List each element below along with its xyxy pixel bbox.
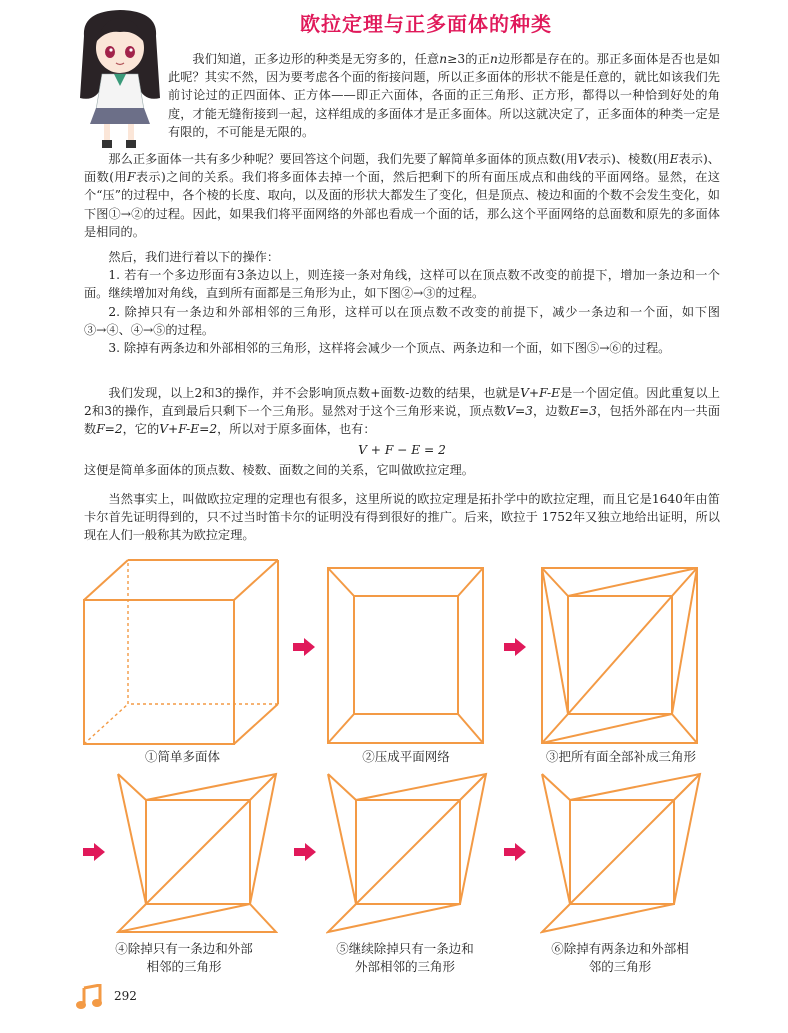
arrow-right-icon xyxy=(503,842,527,862)
music-note-icon xyxy=(76,984,104,1010)
figure-continue-remove-triangles xyxy=(326,772,488,934)
page-title: 欧拉定理与正多面体的种类 xyxy=(300,12,552,36)
figure-remove-one-edge-triangles xyxy=(116,772,278,934)
operations-intro: 然后，我们进行着以下的操作： xyxy=(108,250,280,264)
arrow-right-icon xyxy=(503,637,527,657)
euler-derivation-paragraph: 我们发现，以上2和3的操作，并不会影响顶点数+面数-边数的结果，也就是V+F-E是一个固定值。因此重复以上2和3的操作，直到最后只剩下一个三角形。显然对于这个三角形来说，顶点数V=3，边数E=3，包括外部在内一共面数F=2，它的V+F-E=2，所以对于原多面体，也有： V + F − E = 2 这便是简单多面体的顶点数、棱数、面数之间的关系，它叫做欧拉定理。 xyxy=(84,384,720,479)
caption-4: ④除掉只有一条边和外部 相邻的三角形 xyxy=(115,941,253,974)
arrow-right-icon xyxy=(82,842,106,862)
relation-paragraph: 那么正多面体一共有多少种呢？要回答这个问题，我们先要了解简单多面体的顶点数(用V表示)、棱数(用E表示)、面数(用F表示)之间的关系。我们将多面体去掉一个面，然后把剩下的所有面压成点和曲线的平面网络。显然，在这个“压”的过程中，各个棱的长度、取向，以及面的形状大都发生了变化，但是顶点、棱边和面的个数不会发生变化，如下图①→②的过程。因此，如果我们将平面网络的外部也看成一个面的话，那么这个平面网络的总面数和原先的多面体是相同的。 xyxy=(84,152,720,239)
euler-conclusion: 这便是简单多面体的顶点数、棱数、面数之间的关系，它叫做欧拉定理。 xyxy=(84,462,474,477)
figure-remove-two-edge-triangles xyxy=(540,772,702,934)
page-number: 292 xyxy=(114,989,137,1003)
mascot-girl-illustration xyxy=(64,6,176,154)
operation-step-1: 1. 若有一个多边形面有3条边以上，则连接一条对角线，这样可以在顶点数不改变的前提下，增加一条边和一个面。继续增加对角线，直到所有面都是三角形为止，如下图②→③的过程。 xyxy=(84,268,720,301)
arrow-right-icon xyxy=(292,637,316,657)
arrow-right-icon xyxy=(293,842,317,862)
figure-planar-network xyxy=(326,566,486,746)
operation-step-2: 2. 除掉只有一条边和外部相邻的三角形，这样可以在顶点数不改变的前提下，减少一条边和一个面，如下图③→④、④→⑤的过程。 xyxy=(84,304,720,337)
euler-formula: V + F − E = 2 xyxy=(358,442,446,457)
caption-3: ③把所有面全部补成三角形 xyxy=(545,749,696,764)
operation-step-3: 3. 除掉有两条边和外部相邻的三角形，这样将会减少一个顶点、两条边和一个面，如下图⑤→⑥的过程。 xyxy=(108,341,671,356)
figure-triangulated-network xyxy=(540,566,700,746)
caption-6: ⑥除掉有两条边和外部相 邻的三角形 xyxy=(551,941,689,974)
caption-1: ①简单多面体 xyxy=(144,749,220,764)
caption-5: ⑤继续除掉只有一条边和 外部相邻的三角形 xyxy=(336,941,474,974)
operations-paragraph xyxy=(84,248,720,357)
intro-paragraph: 我们知道，正多边形的种类是无穷多的，任意n≥3的正n边形都是存在的。那正多面体是否也是如此呢？其实不然，因为要考虑各个面的衔接问题，所以正多面体的形状不能是任意的，就比如该我们先前讨论过的正四面体、正方体——即正六面体，各面的正三角形、正方形，都得以一种恰到好处的角度，才能无缝衔接到一起，这样组成的多面体才是正多面体。所以这就决定了，正多面体的种类一定是有限的，不可能是无限的。 xyxy=(168,52,721,139)
history-paragraph: 当然事实上，叫做欧拉定理的定理也有很多，这里所说的欧拉定理是拓扑学中的欧拉定理，而且它是1640年由笛卡尔首先证明得到的，只不过当时笛卡尔的证明没有得到很好的推广。后来，欧拉于 1752年又独立地给出证明，所以现在人们一般称其为欧拉定理。 xyxy=(84,492,720,543)
caption-2: ②压成平面网络 xyxy=(362,749,450,764)
figure-cube xyxy=(80,556,285,748)
